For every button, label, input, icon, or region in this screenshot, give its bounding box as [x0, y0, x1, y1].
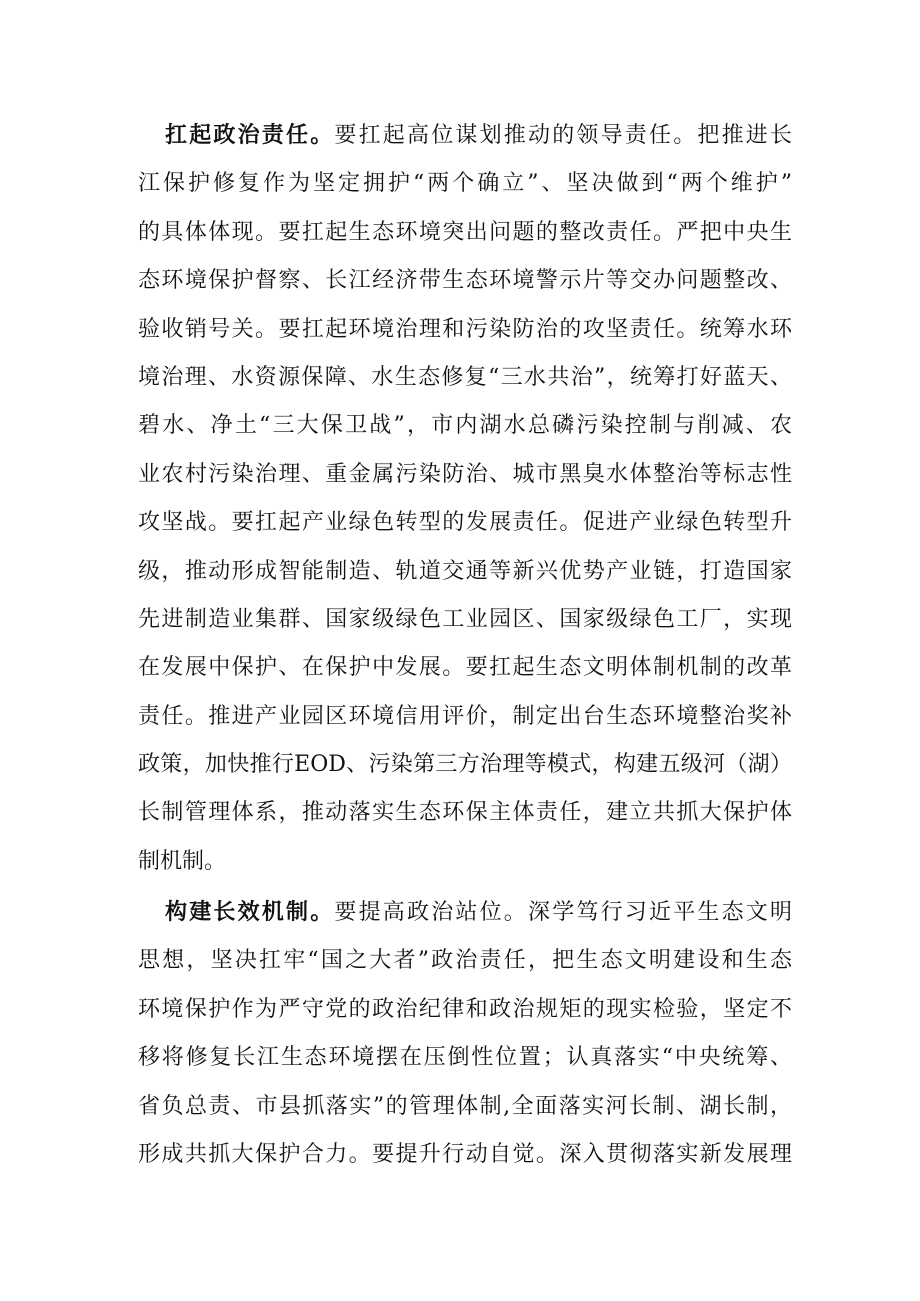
- text-line: 环境保护作为严守党的政治纪律和政治规矩的现实检验，坚定不: [138, 996, 792, 1022]
- text-line: 责任。推进产业园区环境信用评价，制定出台生态环境整治奖补: [138, 703, 792, 729]
- paragraph-heading: 扛起政治责任。: [165, 123, 335, 148]
- text-line: 的具体体现。要扛起生态环境突出问题的整改责任。严把中央生: [138, 219, 792, 245]
- text-line: 境治理、水资源保障、水生态修复“三水共治”，统筹打好蓝天、: [138, 364, 792, 390]
- paragraph-long-term-mechanism: [138, 889, 792, 1179]
- paragraph-heading: 构建长效机制。: [165, 900, 335, 925]
- text-line: 制机制。: [138, 848, 227, 874]
- text-line: 先进制造业集群、国家级绿色工业园区、国家级绿色工厂，实现: [138, 606, 792, 632]
- paragraph-first-line: [138, 889, 792, 937]
- text-line: 碧水、净土“三大保卫战”，市内湖水总磷污染控制与削减、农: [138, 413, 792, 439]
- paragraph-first-line: [138, 112, 792, 160]
- text-line: 在发展中保护、在保护中发展。要扛起生态文明体制机制的改革: [138, 655, 792, 681]
- text-line: 攻坚战。要扛起产业绿色转型的发展责任。促进产业绿色转型升: [138, 510, 792, 536]
- text-line: 业农村污染治理、重金属污染防治、城市黑臭水体整治等标志性: [138, 461, 792, 487]
- text-line: 思想，坚决扛牢“国之大者”政治责任，把生态文明建设和生态: [138, 948, 792, 974]
- text-line: 验收销号关。要扛起环境治理和污染防治的攻坚责任。统筹水环: [138, 316, 792, 342]
- paragraph-political-responsibility: [138, 112, 792, 886]
- text-line: 政策，加快推行EOD、污染第三方治理等模式，构建五级河（湖）: [138, 752, 792, 778]
- text-line: 江保护修复作为坚定拥护“两个确立”、坚决做到“两个维护”: [138, 171, 792, 197]
- text-line: 省负总责、市县抓落实”的管理体制,全面落实河长制、湖长制，: [138, 1093, 792, 1119]
- text-line: 形成共抓大保护合力。要提升行动自觉。深入贯彻落实新发展理: [138, 1141, 792, 1167]
- line-text: 要提高政治站位。深学笃行习近平生态文明: [334, 900, 792, 925]
- text-line: 长制管理体系，推动落实生态环保主体责任，建立共抓大保护体: [138, 800, 792, 826]
- text-line: 级，推动形成智能制造、轨道交通等新兴优势产业链，打造国家: [138, 558, 792, 584]
- line-text: 要扛起高位谋划推动的领导责任。把推进长: [334, 123, 792, 148]
- text-line: 态环境保护督察、长江经济带生态环境警示片等交办问题整改、: [138, 268, 792, 294]
- text-line: 移将修复长江生态环境摆在压倒性位置；认真落实“中央统筹、: [138, 1045, 792, 1071]
